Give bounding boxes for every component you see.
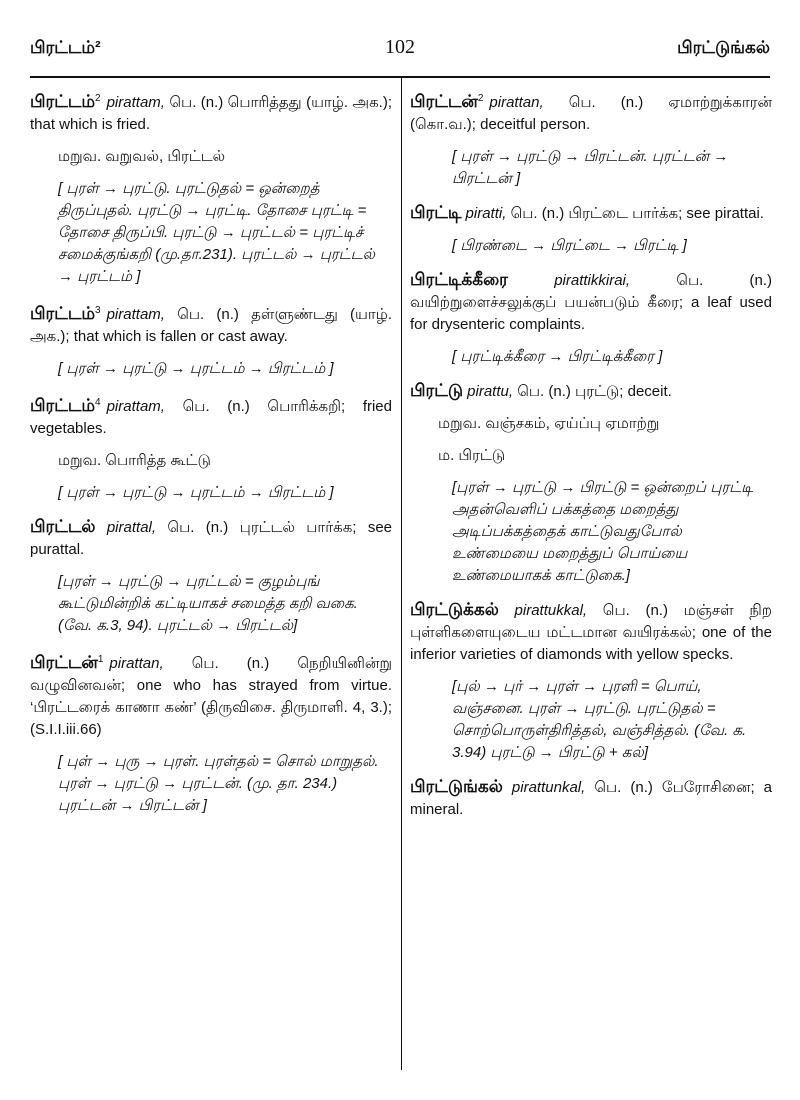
synonyms-line: மறுவ. வறுவல், பிரட்டல் bbox=[58, 148, 226, 165]
running-head-left: பிரட்டம்² bbox=[30, 38, 101, 57]
entry-definition bbox=[410, 269, 772, 336]
column-divider bbox=[401, 78, 402, 1070]
header-rule bbox=[30, 76, 770, 78]
dictionary-entry bbox=[30, 392, 392, 504]
definition-text: பெ. (n.) நெறியினின்று வழுவினவன்; one who has strayed from virtue. ‘பிரட்டரைக் காணா கண்’ (திருவிசை. திருமாளி. 4, 3.); (S.I.I.iii.66) bbox=[30, 655, 393, 738]
etymology: [ புரள் → புரட்டு → பிரட்டன். புரட்டன் → பிரட்டன் ] bbox=[452, 148, 729, 187]
etymology: [ புள் → புரு → புரள். புரள்தல் = சொல் மாறுதல். புரள் → புரட்டு → புரட்டன். (மு. தா. 234.) புரட்டன் → பிரட்டன் ] bbox=[58, 753, 379, 814]
entry-definition bbox=[30, 300, 392, 348]
headword: பிரட்டல் bbox=[30, 517, 96, 536]
transliteration: pirattan, bbox=[489, 94, 544, 111]
homonym-number: 2 bbox=[95, 93, 101, 104]
entry-definition bbox=[30, 88, 392, 136]
dictionary-entry bbox=[30, 300, 392, 380]
entry-definition bbox=[30, 516, 392, 561]
page-number: 102 bbox=[385, 36, 415, 58]
dictionary-entry bbox=[410, 380, 772, 587]
transliteration: piratti, bbox=[465, 205, 507, 222]
definition-text: பெ. (n.) புரட்டல் பார்க்க; see purattal. bbox=[30, 519, 393, 558]
etymology: [புரள் → புரட்டு → பிரட்டு = ஒன்றைப் புரட்டி அதன்வெளிப் பக்கத்தை மறைத்து அடிப்பக்கத்தைக் காட்டுவதுபோல் உண்மையை மறைத்துப் பொய்யை உண்மையாகக் காட்டுகை.] bbox=[452, 479, 754, 584]
definition-text: பெ. (n.) மஞ்சள் நிற புள்ளிகளையுடைய மட்டமான வயிரக்கல்; one of the inferior varieties of diamonds with yellow specks. bbox=[410, 602, 772, 663]
entry-definition bbox=[410, 88, 772, 136]
headword: பிரட்டி bbox=[410, 203, 462, 222]
entry-definition bbox=[410, 599, 772, 666]
etymology: [ புரட்டிக்கீரை → பிரட்டிக்கீரை ] bbox=[452, 348, 663, 365]
dictionary-entry bbox=[410, 776, 772, 821]
transliteration: pirattikkirai, bbox=[554, 272, 631, 289]
etymology: [புரள் → புரட்டு → புரட்டல் = குழம்புங் கூட்டுமின்றிக் கட்டியாகச் சமைத்த கறி வகை. (வே. க.3, 94). புரட்டல் → பிரட்டல்] bbox=[58, 573, 358, 634]
homonym-number: 1 bbox=[97, 654, 104, 665]
headword: பிரட்டன் bbox=[410, 92, 478, 111]
headword: பிரட்டம் bbox=[30, 92, 96, 111]
dictionary-entry bbox=[410, 202, 772, 257]
transliteration: pirattunkal, bbox=[511, 779, 586, 796]
dictionary-entry bbox=[30, 516, 392, 637]
homonym-number: 4 bbox=[95, 397, 101, 408]
synonyms-line: மறுவ. வஞ்சகம், ஏய்ப்பு ஏமாற்று bbox=[438, 415, 660, 432]
dictionary-entry bbox=[410, 88, 772, 190]
right-column bbox=[410, 88, 772, 833]
definition-text: பெ. (n.) பொரித்தது (யாழ். அக.); that which is fried. bbox=[30, 94, 393, 133]
etymology: [ பிரண்டை → பிரட்டை → பிரட்டி ] bbox=[452, 237, 687, 254]
left-column bbox=[30, 88, 392, 829]
headword: பிரட்டுக்கல் bbox=[410, 600, 499, 619]
transliteration: pirattukkal, bbox=[514, 602, 588, 619]
dictionary-entry bbox=[410, 599, 772, 764]
transliteration: pirattam, bbox=[106, 398, 165, 415]
definition-text: பெ. (n.) பொரிக்கறி; fried vegetables. bbox=[30, 398, 392, 437]
dictionary-entry bbox=[30, 649, 392, 817]
headword: பிரட்டுங்கல் bbox=[410, 777, 503, 796]
etymology: [புல் → புர் → புரள் → புரளி = பொய், வஞ்சனை. புரள் → புரட்டு. புரட்டுதல் = சொற்பொருள்திரித்தல், வஞ்சித்தல். (வே. க. 3.94) புரட்டு → பிரட்டு + கல்] bbox=[452, 678, 747, 761]
transliteration: pirattan, bbox=[109, 655, 164, 672]
definition-text: பெ. (n.) பேரோசினை; a mineral. bbox=[410, 779, 773, 818]
definition-text: பெ. (n.) ஏமாற்றுக்காரன் (கொ.வ.); deceitful person. bbox=[410, 94, 772, 133]
synonyms-line: மறுவ. பொரித்த கூட்டு bbox=[58, 452, 211, 469]
homonym-number: 2 bbox=[477, 93, 484, 104]
headword: பிரட்டிக்கீரை bbox=[410, 270, 508, 289]
page-header bbox=[30, 28, 770, 68]
entry-definition bbox=[410, 202, 772, 225]
cognate-line: ம. பிரட்டு bbox=[438, 447, 506, 464]
transliteration: pirattam, bbox=[106, 306, 165, 323]
definition-text: பெ. (n.) பிரட்டை பார்க்க; see pirattai. bbox=[510, 205, 764, 222]
etymology: [ புரள் → புரட்டு → புரட்டம் → பிரட்டம் ] bbox=[58, 484, 334, 501]
transliteration: pirattal, bbox=[106, 519, 157, 536]
etymology: [ புரள் → புரட்டு → புரட்டம் → பிரட்டம் ] bbox=[58, 360, 334, 377]
headword: பிரட்டன் bbox=[30, 653, 98, 672]
entry-definition bbox=[30, 649, 392, 741]
dictionary-entry bbox=[30, 88, 392, 288]
headword: பிரட்டம் bbox=[30, 396, 96, 415]
transliteration: pirattam, bbox=[106, 94, 165, 111]
headword: பிரட்டு bbox=[410, 381, 463, 400]
definition-text: பெ. (n.) புரட்டு; deceit. bbox=[517, 383, 672, 400]
entry-definition bbox=[30, 392, 392, 440]
dictionary-entry bbox=[410, 269, 772, 368]
headword: பிரட்டம் bbox=[30, 304, 96, 323]
transliteration: pirattu, bbox=[467, 383, 514, 400]
entry-definition bbox=[410, 380, 772, 403]
definition-text: பெ. (n.) வயிற்றுளைச்சலுக்குப் பயன்படும் கீரை; a leaf used for drysenteric complaints. bbox=[410, 272, 773, 333]
homonym-number: 3 bbox=[95, 305, 101, 316]
entry-definition bbox=[410, 776, 772, 821]
definition-text: பெ. (n.) தள்ளுண்டது (யாழ். அக.); that which is fallen or cast away. bbox=[30, 306, 392, 345]
running-head-right: பிரட்டுங்கல் bbox=[677, 38, 770, 57]
etymology: [ புரள் → புரட்டு. புரட்டுதல் = ஒன்றைத் திருப்புதல். புரட்டு → புரட்டி. தோசை புரட்டி = தோசை திருப்பி. புரட்டு → புரட்டல் = புரட்டிச் சமைக்குங்கறி (மு.தா.231). புரட்டல் → புரட்டல் → புரட்டம் ] bbox=[58, 180, 375, 285]
